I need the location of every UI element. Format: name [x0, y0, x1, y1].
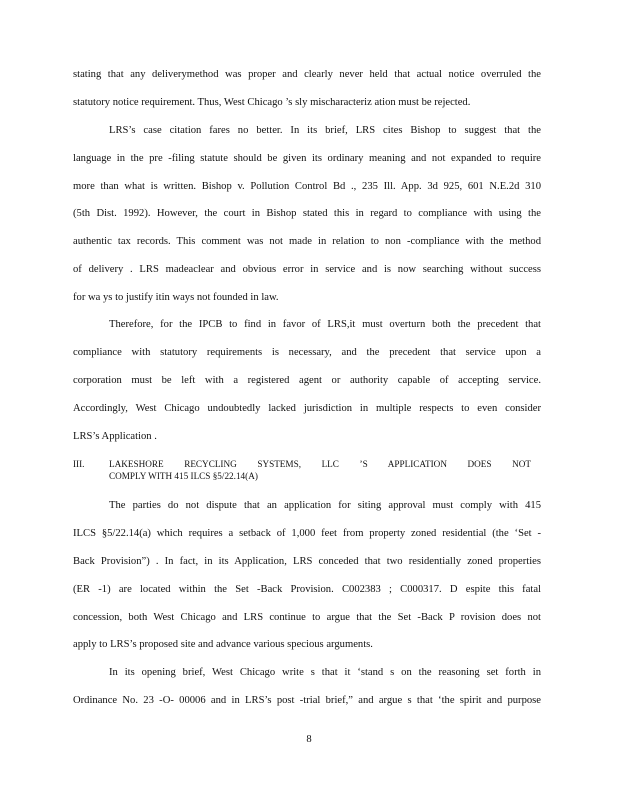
body-line: (ER -1) are located within the Set -Back Provision. C002383 ; C000317. D espite this fatal — [73, 584, 541, 595]
body-line: The parties do not dispute that an application for siting approval must comply with 415 — [109, 500, 541, 511]
section-heading-line: LAKESHORE RECYCLING SYSTEMS, LLC ’S APPLICATION DOES NOT — [109, 459, 531, 469]
body-line: apply to LRS’s proposed site and advance various specious arguments. — [73, 639, 373, 650]
body-line: Therefore, for the IPCB to find in favor of LRS,it must overturn both the precedent that — [109, 319, 541, 330]
section-heading-line: COMPLY WITH 415 ILCS §5/22.14(A) — [109, 471, 258, 481]
body-line: authentic tax records. This comment was not made in relation to non -compliance with the method — [73, 236, 541, 247]
body-line: for wa ys to justify itin ways not founded in law. — [73, 292, 279, 303]
body-line: (5th Dist. 1992). However, the court in Bishop stated this in regard to compliance with using the — [73, 208, 541, 219]
body-line: Back Provision”) . In fact, in its Application, LRS conceded that two residentially zoned properties — [73, 556, 541, 567]
body-line: statutory notice requirement. Thus, West Chicago ’s sly mischaracteriz ation must be rejected. — [73, 97, 471, 108]
body-line: Ordinance No. 23 -O- 00006 and in LRS’s post -trial brief,” and argue s that ‘the spirit and purpose — [73, 695, 541, 706]
body-line: stating that any deliverymethod was proper and clearly never held that actual notice overruled the — [73, 69, 541, 80]
body-line: corporation must be left with a registered agent or authority capable of accepting service. — [73, 375, 541, 386]
body-line: compliance with statutory requirements is necessary, and the precedent that service upon a — [73, 347, 541, 358]
body-line: language in the pre -filing statute should be given its ordinary meaning and not expanded to require — [73, 153, 541, 164]
body-line: Accordingly, West Chicago undoubtedly lacked jurisdiction in multiple respects to even consider — [73, 403, 541, 414]
body-line: of delivery . LRS madeaclear and obvious error in service and is now searching without success — [73, 264, 541, 275]
body-line: more than what is written. Bishop v. Pollution Control Bd ., 235 Ill. App. 3d 925, 601 N.E.2d 310 — [73, 181, 541, 192]
body-line: LRS’s case citation fares no better. In its brief, LRS cites Bishop to suggest that the — [109, 125, 541, 136]
body-line: In its opening brief, West Chicago write s that it ‘stand s on the reasoning set forth in — [109, 667, 541, 678]
section-heading-number: III. — [73, 459, 85, 469]
page-number: 8 — [306, 734, 312, 745]
body-line: LRS’s Application . — [73, 431, 157, 442]
body-line: concession, both West Chicago and LRS continue to argue that the Set -Back P rovision does not — [73, 612, 541, 623]
body-line: ILCS §5/22.14(a) which requires a setback of 1,000 feet from property zoned residential (the ‘Set - — [73, 528, 541, 539]
